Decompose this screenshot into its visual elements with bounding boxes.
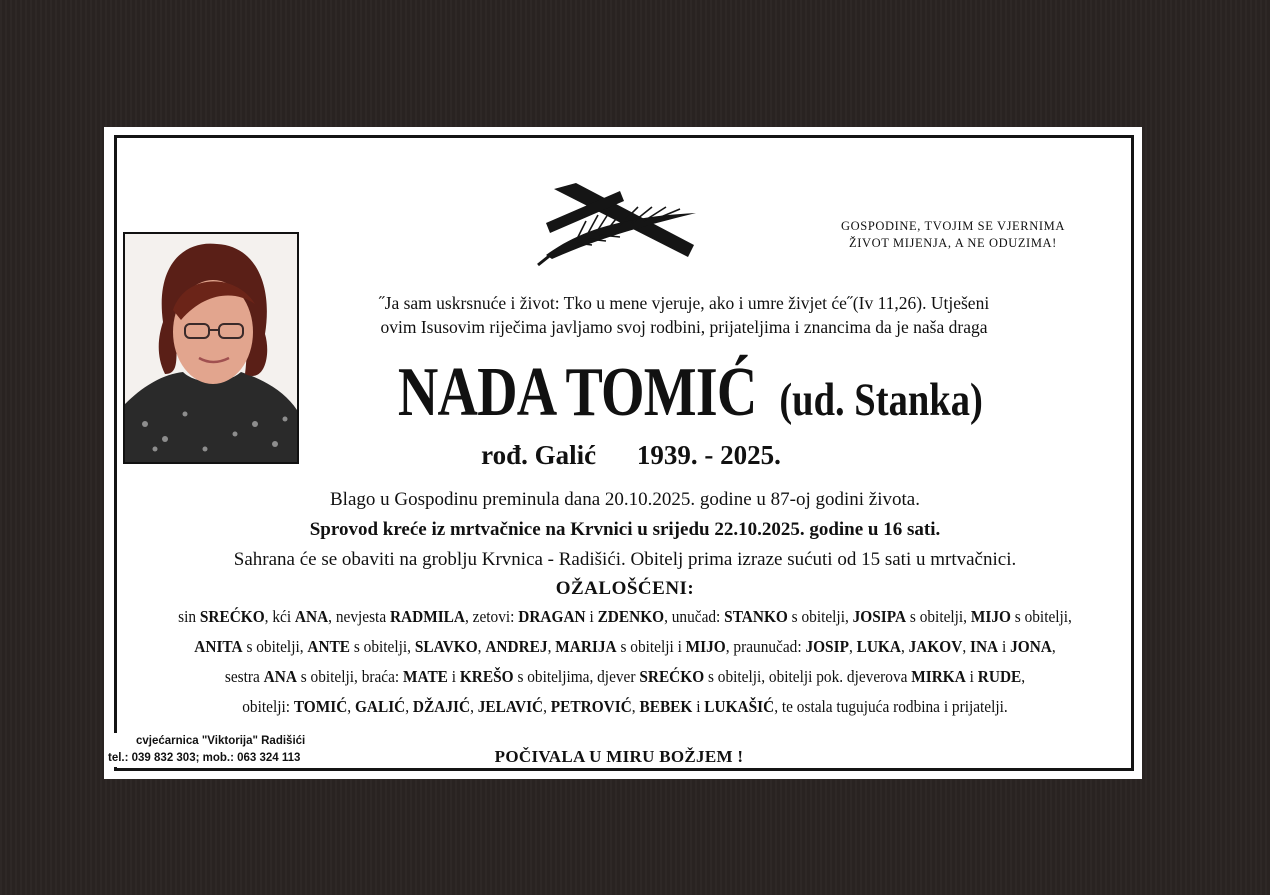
- husband-name: (ud. Stanka): [779, 374, 983, 426]
- mourner-text: ,: [848, 637, 857, 656]
- mourner-name: SLAVKO: [414, 637, 478, 656]
- mourner-text: s obitelji,: [787, 607, 853, 626]
- mourner-text: s obitelji, braća:: [296, 667, 404, 686]
- mourner-name: KREŠO: [459, 667, 514, 686]
- obituary-card: [104, 127, 1142, 779]
- mourner-name: MIJO: [970, 607, 1011, 626]
- mourners-list: [120, 602, 1130, 722]
- mourner-name: MIRKA: [911, 667, 966, 686]
- mourner-text: s obitelji, obitelji pok. djeverova: [704, 667, 912, 686]
- mourner-name: MARIJA: [555, 637, 617, 656]
- mourner-text: ,: [900, 637, 909, 656]
- mourner-text: ,: [1051, 637, 1056, 656]
- mourner-text: , nevjesta: [328, 607, 390, 626]
- intro-text: [310, 291, 1058, 339]
- mourner-name: MATE: [403, 667, 448, 686]
- deceased-name-line: [284, 353, 1074, 433]
- mourner-name: RUDE: [977, 667, 1022, 686]
- mourner-name: BEBEK: [639, 697, 693, 716]
- mourners-heading: OŽALOŠĆENI:: [555, 578, 695, 599]
- mourner-name: STANKO: [724, 607, 788, 626]
- mourner-text: ,: [405, 697, 413, 716]
- mourner-name: ANTE: [307, 637, 351, 656]
- mourner-text: ,: [477, 637, 486, 656]
- verse-line: ŽIVOT MIJENJA, A NE ODUZIMA!: [849, 236, 1057, 250]
- mourner-name: TOMIĆ: [293, 697, 348, 716]
- mourners-line: [155, 602, 1094, 632]
- florist-contact: tel.: 039 832 303; mob.: 063 324 113: [108, 752, 301, 764]
- mourner-text: ,: [962, 637, 971, 656]
- mourner-text: ,: [543, 697, 551, 716]
- mourner-text: , zetovi:: [464, 607, 519, 626]
- mourners-line: [155, 662, 1094, 692]
- mourner-name: ZDENKO: [597, 607, 665, 626]
- death-notice: Blago u Gospodinu preminula dana 20.10.2025. godine u 87-oj godini života.: [330, 489, 920, 510]
- mourner-text: i: [585, 607, 598, 626]
- mourner-text: s obitelji,: [906, 607, 971, 626]
- mourner-text: ,: [631, 697, 640, 716]
- mourner-text: s obiteljima, djever: [513, 667, 640, 686]
- mourner-text: s obitelji,: [1010, 607, 1072, 626]
- mourners-line: [155, 692, 1094, 722]
- mourner-name: GALIĆ: [354, 697, 406, 716]
- mourner-text: , kći: [264, 607, 295, 626]
- mourner-text: i: [692, 697, 705, 716]
- burial-notice: Sahrana će se obaviti na groblju Krvnica - Radišići. Obitelj prima izraze sućuti od 15 sati u mrtvačnici.: [233, 549, 1017, 570]
- mourner-name: SREĆKO: [199, 607, 265, 626]
- obituary-body: [120, 484, 1130, 722]
- maiden-name: rođ. Galić: [481, 440, 597, 470]
- mourners-line: [155, 632, 1094, 662]
- mourner-name: JONA: [1010, 637, 1052, 656]
- life-years: 1939. - 2025.: [636, 440, 781, 470]
- mourner-text: ,: [1021, 667, 1026, 686]
- mourner-text: i: [447, 667, 460, 686]
- deceased-name: NADA TOMIĆ: [397, 354, 757, 431]
- funeral-notice: Sprovod kreće iz mrtvačnice na Krvnici u srijedu 22.10.2025. godine u 16 sati.: [309, 519, 941, 540]
- verse-top-right: [808, 218, 1098, 252]
- mourner-name: SREĆKO: [639, 667, 705, 686]
- mourner-text: , te ostala tugujuća rodbina i prijatelji.: [774, 697, 1008, 716]
- florist-info: [108, 733, 348, 767]
- mourner-name: LUKAŠIĆ: [704, 697, 775, 716]
- cross-with-palm-icon: [536, 183, 706, 273]
- mourner-text: ,: [547, 637, 556, 656]
- mourner-text: i: [998, 637, 1011, 656]
- mourner-name: JELAVIĆ: [477, 697, 544, 716]
- mourner-name: JOSIPA: [852, 607, 907, 626]
- mourner-name: RADMILA: [389, 607, 465, 626]
- mourner-name: LUKA: [856, 637, 901, 656]
- mourner-text: s obitelji,: [350, 637, 415, 656]
- mourner-text: ,: [347, 697, 355, 716]
- mourner-name: ANA: [294, 607, 329, 626]
- mourner-name: DRAGAN: [518, 607, 586, 626]
- mourner-text: s obitelji i: [616, 637, 686, 656]
- portrait-photo: [123, 232, 299, 464]
- mourner-name: MIJO: [685, 637, 726, 656]
- birth-info: [284, 440, 978, 471]
- mourner-text: s obitelji,: [242, 637, 308, 656]
- florist-name: cvjećarnica "Viktorija" Radišići: [136, 735, 306, 747]
- intro-line: ˝Ja sam uskrsnuće i život: Tko u mene vjeruje, ako i umre živjet će˝(Iv 11,26). Utješeni: [378, 293, 990, 313]
- mourner-name: JAKOV: [908, 637, 963, 656]
- intro-line: ovim Isusovim riječima javljamo svoj rodbini, prijateljima i znancima da je naša draga: [380, 317, 988, 337]
- mourner-text: i: [965, 667, 978, 686]
- mourner-text: sin: [178, 607, 200, 626]
- mourner-name: ANITA: [194, 637, 243, 656]
- mourner-text: sestra: [224, 667, 264, 686]
- mourner-text: obitelji:: [242, 697, 294, 716]
- mourner-name: DŽAJIĆ: [412, 697, 471, 716]
- mourner-text: , unučad:: [664, 607, 725, 626]
- mourner-name: PETROVIĆ: [550, 697, 632, 716]
- mourner-name: ANDREJ: [485, 637, 548, 656]
- mourner-text: ,: [470, 697, 478, 716]
- mourner-text: , praunučad:: [725, 637, 806, 656]
- verse-line: GOSPODINE, TVOJIM SE VJERNIMA: [841, 219, 1065, 233]
- mourner-name: ANA: [263, 667, 297, 686]
- closing-line: POČIVALA U MIRU BOŽJEM !: [494, 747, 744, 766]
- mourner-name: INA: [970, 637, 999, 656]
- mourner-name: JOSIP: [805, 637, 849, 656]
